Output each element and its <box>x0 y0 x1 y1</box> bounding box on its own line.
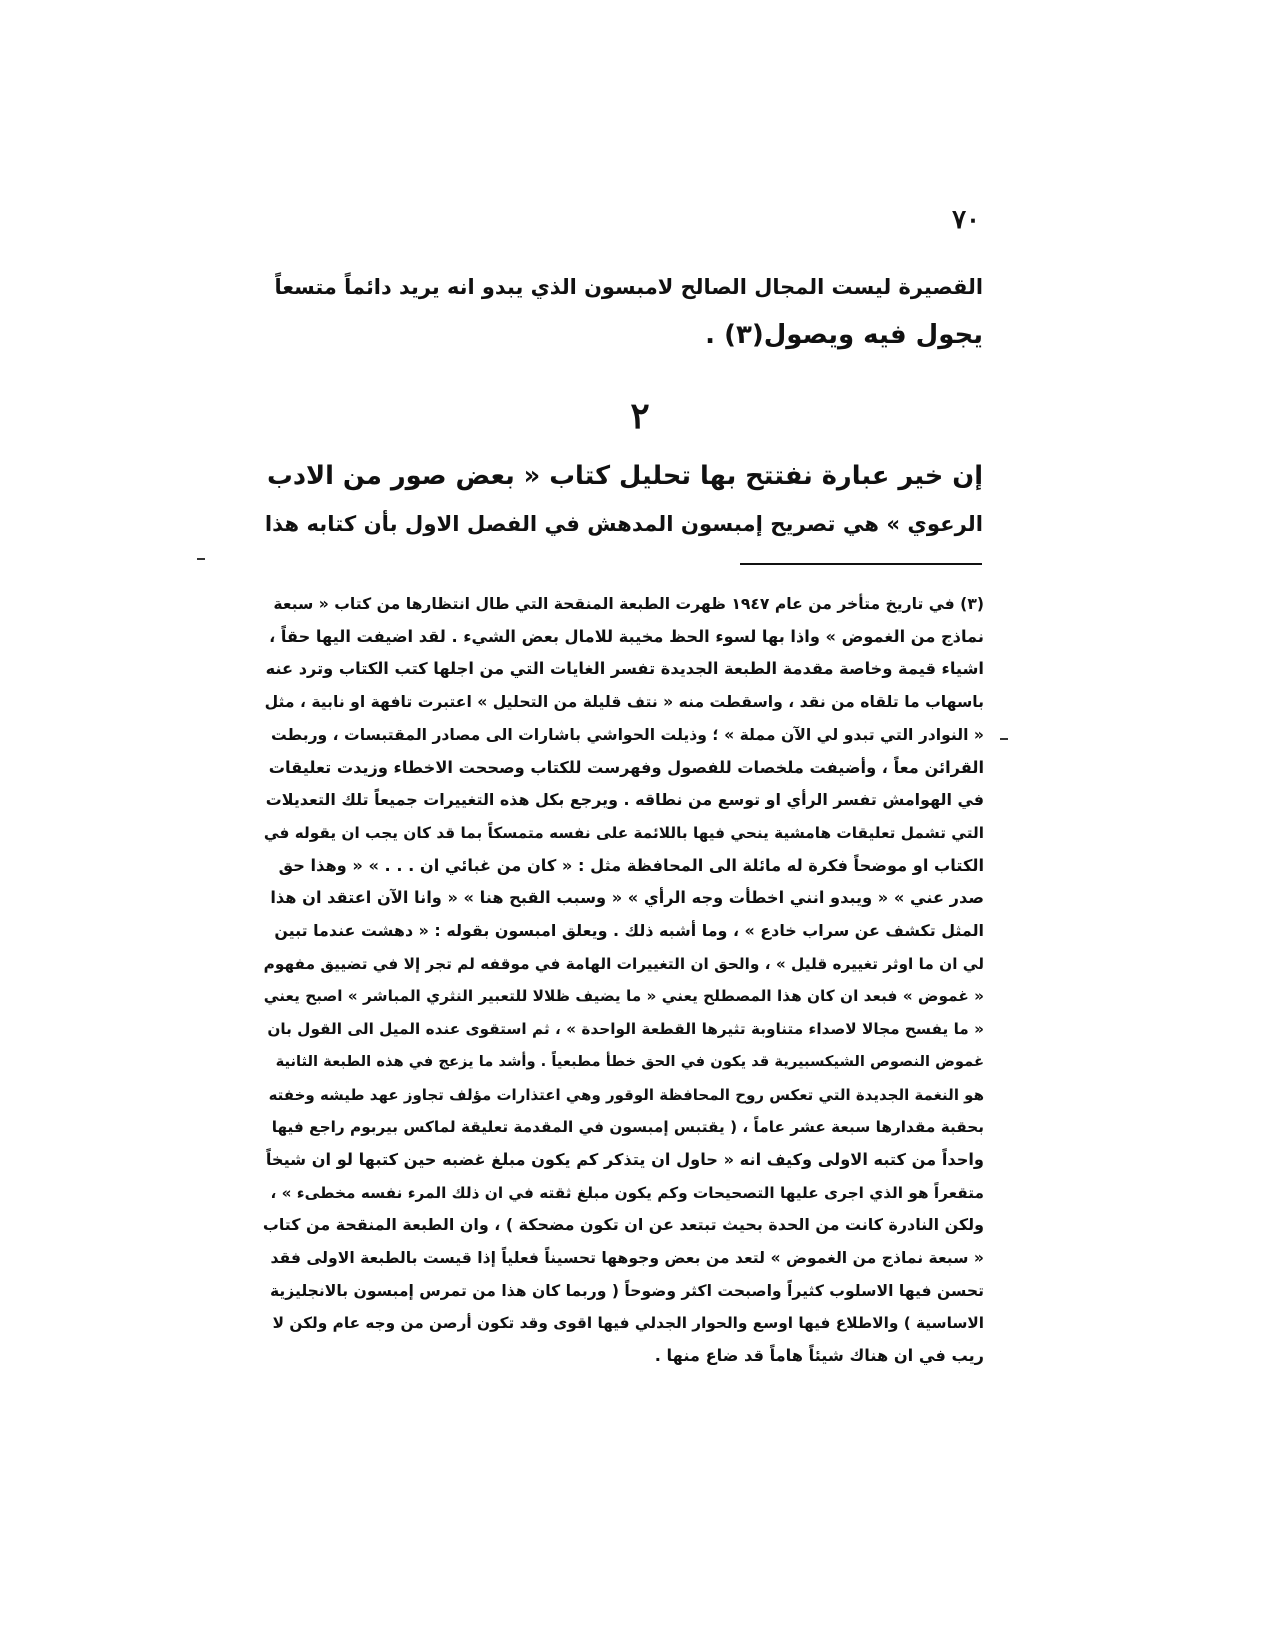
margin-mark <box>1000 738 1008 740</box>
footnote-line: القرائن معاً ، وأضيفت ملخصات للفصول وفهرست للكتاب وصححت الاخطاء وزيدت تعليقات <box>268 757 984 777</box>
footnote-line: ولكن النادرة كانت من الحدة بحيث تبتعد عن ان تكون مضحكة ) ، وان الطبعة المنقحة من كتاب <box>262 1215 984 1235</box>
section-number: ٢ <box>630 395 650 437</box>
footnote-line: ريب في ان هناك شيئاً هاماً قد ضاع منها . <box>654 1346 984 1366</box>
margin-mark <box>197 558 205 560</box>
section-line: إن خير عبارة نفتتح بها تحليل كتاب « بعض صور من الادب <box>267 461 983 491</box>
footnote-line: المثل تكشف عن سراب خادع » ، وما أشبه ذلك . ويعلق امبسون بقوله : « دهشت عندما تبين <box>274 921 984 941</box>
footnote-line: صدر عني » « ويبدو انني اخطأت وجه الرأي » « وسبب القبح هنا » « وانا الآن اعتقد ان هذا <box>270 888 984 908</box>
intro-line: القصيرة ليست المجال الصالح لامبسون الذي يبدو انه يريد دائماً متسعاً <box>274 275 983 299</box>
page-number: ٧٠ <box>952 205 980 235</box>
footnote-line: في الهوامش تفسر الرأي او توسع من نطاقه . ويرجع بكل هذه التغييرات جميعاً تلك التعديلات <box>265 790 984 810</box>
footnote-block <box>262 588 984 1373</box>
footnote-line: لي ان ما اوثر تغييره قليل » ، والحق ان التغييرات الهامة في موقفه لم تجر إلا في تضييق مفهوم <box>263 954 984 973</box>
footnote-line: « النوادر التي تبدو لي الآن مملة » ؛ وذيلت الحواشي باشارات الى مصادر المقتبسات ، وربطت <box>271 725 984 744</box>
footnote-line: نماذج من الغموض » واذا بها لسوء الحظ مخيبة للامال بعض الشيء . لقد اضيفت اليها حقاً ، <box>269 626 984 646</box>
section-paragraph <box>265 452 983 548</box>
footnote-line: اشياء قيمة وخاصة مقدمة الطبعة الجديدة تفسر الغايات التي من اجلها كتب الكتاب وترد عنه <box>265 659 984 679</box>
footnote-line: « سبعة نماذج من الغموض » لتعد من بعض وجوهها تحسيناً فعلياً إذا قيست بالطبعة الاولى فقد <box>270 1249 984 1268</box>
footnote-line: باسهاب ما تلقاه من نقد ، واسقطت منه « نتف قليلة من التحليل » اعتبرت تافهة او نابية ، مثل <box>264 693 984 712</box>
footnote-line: « ما يفسح مجالا لاصداء متناوبة تثيرها القطعة الواحدة » ، ثم استقوى عنده الميل الى القول بان <box>267 1020 984 1039</box>
footnote-line: « غموض » فبعد ان كان هذا المصطلح يعني « ما يضيف ظلالا للتعبير النثري المباشر » اصبح يعني <box>263 987 984 1006</box>
footnote-line: تحسن فيها الاسلوب كثيراً واصبحت اكثر وضوحاً ( وربما كان هذا من تمرس إمبسون بالانجليزية <box>269 1281 984 1300</box>
footnote-line: متقعراً هو الذي اجرى عليها التصحيحات وكم يكون مبلغ ثقته في ان ذلك المرء نفسه مخطىء » ، <box>270 1183 984 1202</box>
footnote-line: (٣) في تاريخ متأخر من عام ١٩٤٧ ظهرت الطبعة المنقحة التي طال انتظارها من كتاب « سبعة <box>273 595 984 613</box>
footnote-line: التي تشمل تعليقات هامشية ينحي فيها باللائمة على نفسه متمسكاً بما قد كان يجب ان يقوله في <box>263 823 984 842</box>
footnote-line: واحداً من كتبه الاولى وكيف انه « حاول ان يتذكر كم يكون مبلغ غضبه حين كتبها لو ان شيخاً <box>265 1149 984 1169</box>
footnote-separator <box>740 563 982 565</box>
footnote-line: الاساسية ) والاطلاع فيها اوسع والحوار الجدلي فيها اقوى وقد تكون أرصن من وجه عام ولكن لا <box>272 1314 984 1333</box>
footnote-line: هو النغمة الجديدة التي تعكس روح المحافظة الوقور وهي اعتذارات مؤلف تجاوز عهد طيشه وخفته <box>268 1085 984 1104</box>
footnote-line: بحقبة مقدارها سبعة عشر عاماً ، ( يقتبس إمبسون في المقدمة تعليقة لماكس بيربوم راجع فيها <box>271 1118 984 1137</box>
footnote-line: غموض النصوص الشيكسبيرية قد يكون في الحق خطأ مطبعياً . وأشد ما يزعج في هذه الطبعة الثانية <box>275 1052 984 1070</box>
footnote-line: الكتاب او موضحاً فكرة له مائلة الى المحافظة مثل : « كان من غبائي ان . . . » « وهذا حق <box>278 855 984 875</box>
section-line: الرعوي » هي تصريح إمبسون المدهش في الفصل الاول بأن كتابه هذا <box>265 511 983 536</box>
intro-line: يجول فيه ويصول(٣) . <box>705 320 983 350</box>
intro-paragraph <box>265 263 983 359</box>
